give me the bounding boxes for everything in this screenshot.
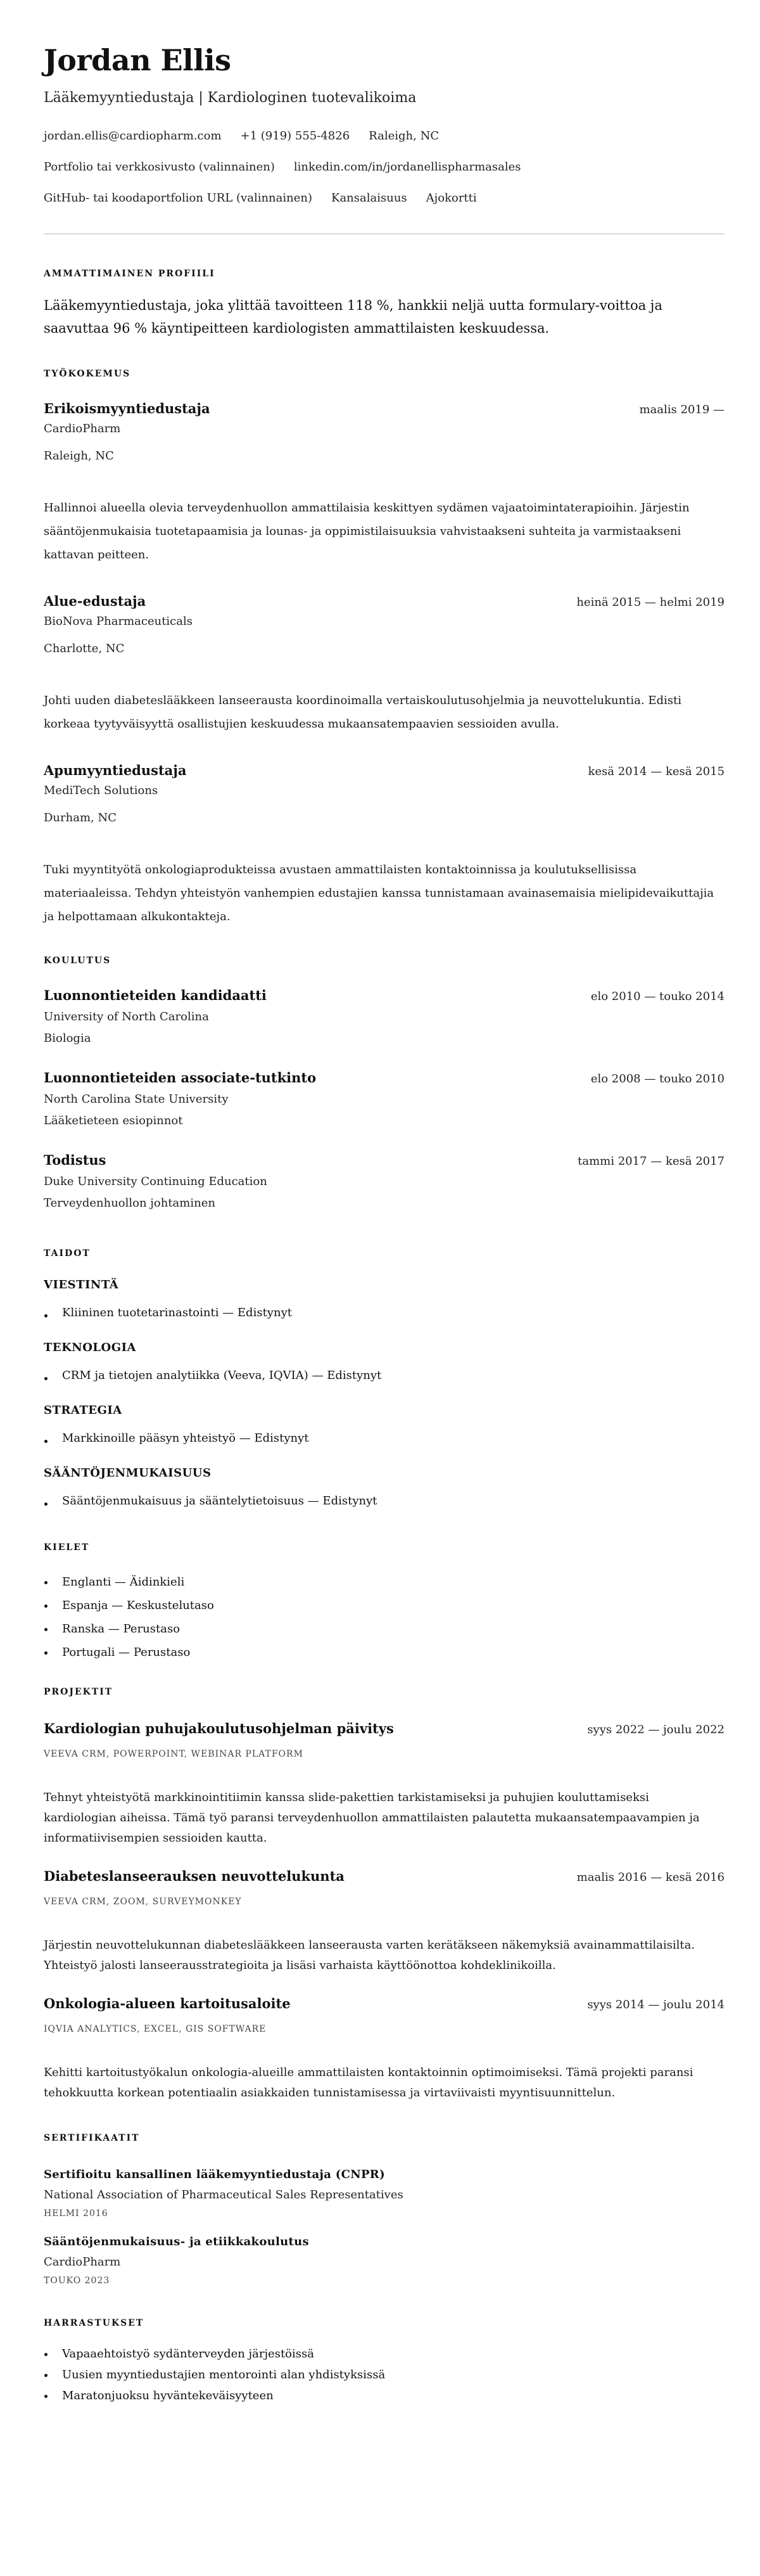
- project-dates: maalis 2016 — kesä 2016: [576, 1871, 725, 1884]
- job-dates: maalis 2019 —: [639, 403, 725, 416]
- hobby-item: Vapaaehtoistyö sydänterveyden järjestöissä: [44, 2343, 725, 2364]
- section-heading-experience: TYÖKOKEMUS: [44, 369, 131, 379]
- skill-category: STRATEGIA: [44, 1404, 122, 1417]
- field-of-study: Terveydenhuollon johtaminen: [44, 1196, 215, 1210]
- contact-row: [44, 127, 725, 146]
- project-title: Kardiologian puhujakoulutusohjelman päivitys: [44, 1721, 394, 1736]
- job-title: Erikoismyyntiedustaja: [44, 400, 210, 416]
- contact-portfolio[interactable]: Portfolio tai verkkosivusto (valinnainen): [44, 160, 275, 174]
- hobby-item: Uusien myyntiedustajien mentorointi alan yhdistyksissä: [44, 2364, 725, 2385]
- project-description: Järjestin neuvottelukunnan diabeteslääkkeen lanseerausta varten kerätäkseen näkemyksiä avainammattilaisilta. Yhteistyö jalosti lanseerausstrategioita ja lisäsi varhaista käyttöönottoa kohdeklinikoilla.: [44, 1938, 695, 1972]
- project-dates: syys 2022 — joulu 2022: [587, 1723, 725, 1736]
- contact-email[interactable]: jordan.ellis@cardiopharm.com: [44, 129, 222, 143]
- contact-phone[interactable]: +1 (919) 555-4826: [240, 129, 350, 143]
- hobby-item: Maratonjuoksu hyväntekeväisyyteen: [44, 2385, 725, 2406]
- skill-item: Sääntöjenmukaisuus ja sääntelytietoisuus — Edistynyt: [44, 1492, 725, 1511]
- education-dates: tammi 2017 — kesä 2017: [578, 1155, 725, 1168]
- section-heading-profile: AMMATTIMAINEN PROFIILI: [44, 269, 215, 279]
- project-technologies: IQVIA ANALYTICS, EXCEL, GIS SOFTWARE: [44, 2024, 267, 2034]
- education-item: [44, 1068, 725, 1132]
- school-name: University of North Carolina: [44, 1010, 209, 1023]
- education-item: [44, 1151, 725, 1214]
- skill-category: VIESTINTÄ: [44, 1278, 119, 1291]
- education-dates: elo 2008 — touko 2010: [590, 1072, 725, 1086]
- hobby-list: [44, 2343, 725, 2406]
- contact-row: [44, 189, 725, 208]
- degree-title: Luonnontieteiden kandidaatti: [44, 987, 267, 1003]
- degree-title: Luonnontieteiden associate-tutkinto: [44, 1070, 317, 1086]
- project-description: Kehitti kartoitustyökalun onkologia-alueille ammattilaisten kontaktoinnin optimoimiseksi. Tämä projekti paransi tehokkuutta korkean potentiaalin asiakkaiden tunnistamisessa ja virtaviivaisti myyntisuunnittelun.: [44, 2066, 694, 2099]
- skill-item: CRM ja tietojen analytiikka (Veeva, IQVIA) — Edistynyt: [44, 1366, 725, 1385]
- language-item: Espanja — Keskustelutaso: [44, 1594, 725, 1617]
- certification-title: Sertifioitu kansallinen lääkemyyntiedustaja (CNPR): [44, 2168, 385, 2181]
- job-company: CardioPharm: [44, 422, 121, 435]
- section-heading-skills: TAIDOT: [44, 1248, 91, 1259]
- skill-category: TEKNOLOGIA: [44, 1341, 136, 1354]
- experience-item: [44, 761, 725, 928]
- skill-category: SÄÄNTÖJENMUKAISUUS: [44, 1466, 212, 1480]
- project-item: [44, 1719, 725, 1849]
- contact-drivers-license: Ajokortti: [426, 191, 477, 205]
- project-title: Onkologia-alueen kartoitusaloite: [44, 1996, 291, 2011]
- skill-list: [44, 1492, 725, 1511]
- header-divider: [44, 233, 725, 234]
- job-dates: kesä 2014 — kesä 2015: [588, 765, 725, 778]
- project-technologies: VEEVA CRM, POWERPOINT, WEBINAR PLATFORM: [44, 1749, 303, 1759]
- project-dates: syys 2014 — joulu 2014: [587, 1998, 725, 2011]
- contact-github[interactable]: GitHub- tai koodaportfolion URL (valinnainen): [44, 191, 312, 205]
- contact-citizenship: Kansalaisuus: [331, 191, 407, 205]
- job-description: Tuki myyntityötä onkologiaprodukteissa avustaen ammattilaisten kontaktoinnissa ja koulutuksellisissa materiaaleissa. Tehdyn yhteistyön vanhempien edustajien kanssa tunnistamaan avainasemaisia mielipidevaikuttajia ja helpottamaan alkukontakteja.: [44, 863, 714, 923]
- job-company: BioNova Pharmaceuticals: [44, 615, 193, 628]
- language-item: Englanti — Äidinkieli: [44, 1570, 725, 1594]
- profile-summary: Lääkemyyntiedustaja, joka ylittää tavoitteen 118 %, hankkii neljä uutta formulary-voittoa ja saavuttaa 96 % käyntipeitteen kardiologisten ammattilaisten keskuudessa.: [44, 298, 662, 336]
- skill-item: Markkinoille pääsyn yhteistyö — Edistynyt: [44, 1429, 725, 1448]
- school-name: Duke University Continuing Education: [44, 1175, 267, 1188]
- candidate-headline: Lääkemyyntiedustaja | Kardiologinen tuotevalikoima: [44, 90, 417, 106]
- education-dates: elo 2010 — touko 2014: [590, 990, 725, 1003]
- section-heading-education: KOULUTUS: [44, 956, 111, 966]
- degree-title: Todistus: [44, 1152, 106, 1168]
- project-item: [44, 1867, 725, 1976]
- section-heading-hobbies: HARRASTUKSET: [44, 2318, 144, 2328]
- job-dates: heinä 2015 — helmi 2019: [576, 596, 725, 609]
- job-title: Alue-edustaja: [44, 593, 146, 609]
- skill-list: [44, 1304, 725, 1323]
- job-description: Johti uuden diabeteslääkkeen lanseerausta koordinoimalla vertaiskoulutusohjelmia ja neuvottelukuntia. Edisti korkeaa tyytyväisyyttä osallistujien keskuudessa mukaansatempaavien sessioiden avulla.: [44, 694, 681, 731]
- job-location: Raleigh, NC: [44, 449, 114, 463]
- job-description: Hallinnoi alueella olevia terveydenhuollon ammattilaisia keskittyen sydämen vajaatoimintaterapioihin. Järjestin sääntöjenmukaisia tuotetapaamisia ja lounas- ja oppimistilaisuuksia vahvistaakseni suhteita ja varmistaakseni kattavan peitteen.: [44, 501, 690, 561]
- field-of-study: Biologia: [44, 1032, 91, 1045]
- job-location: Durham, NC: [44, 811, 117, 824]
- certification-date: TOUKO 2023: [44, 2276, 110, 2286]
- candidate-name: Jordan Ellis: [44, 43, 231, 77]
- certification-issuer: National Association of Pharmaceutical Sales Representatives: [44, 2188, 403, 2201]
- experience-item: [44, 399, 725, 567]
- school-name: North Carolina State University: [44, 1093, 229, 1106]
- contact-location: Raleigh, NC: [369, 129, 440, 143]
- skill-list: [44, 1366, 725, 1385]
- experience-item: [44, 592, 725, 736]
- project-technologies: VEEVA CRM, ZOOM, SURVEYMONKEY: [44, 1897, 242, 1907]
- skill-list: [44, 1429, 725, 1448]
- project-title: Diabeteslanseerauksen neuvottelukunta: [44, 1868, 345, 1884]
- language-item: Ranska — Perustaso: [44, 1617, 725, 1641]
- field-of-study: Lääketieteen esiopinnot: [44, 1114, 183, 1127]
- language-item: Portugali — Perustaso: [44, 1641, 725, 1664]
- section-heading-languages: KIELET: [44, 1542, 90, 1553]
- certification-issuer: CardioPharm: [44, 2255, 121, 2269]
- section-heading-projects: PROJEKTIT: [44, 1687, 113, 1697]
- contact-linkedin[interactable]: linkedin.com/in/jordanellispharmasales: [293, 160, 521, 174]
- education-item: [44, 986, 725, 1049]
- certification-item: [44, 2232, 725, 2288]
- project-description: Tehnyt yhteistyötä markkinointitiimin kanssa slide-pakettien tarkistamiseksi ja puhujien kouluttamiseksi kardiologian aiheissa. Tämä työ paransi terveydenhuollon ammattilaisten palautetta mukaansatempaavampien ja informatiivisempien sessioiden kautta.: [44, 1791, 700, 1845]
- project-item: [44, 1994, 725, 2103]
- resume-header: [44, 42, 725, 208]
- contact-row: [44, 158, 725, 177]
- certification-item: [44, 2165, 725, 2220]
- job-title: Apumyyntiedustaja: [44, 762, 187, 778]
- job-company: MediTech Solutions: [44, 784, 158, 797]
- language-list: [44, 1570, 725, 1664]
- skill-item: Kliininen tuotetarinastointi — Edistynyt: [44, 1304, 725, 1323]
- certification-date: HELMI 2016: [44, 2208, 108, 2219]
- certification-title: Sääntöjenmukaisuus- ja etiikkakoulutus: [44, 2235, 309, 2248]
- job-location: Charlotte, NC: [44, 642, 125, 655]
- section-heading-certifications: SERTIFIKAATIT: [44, 2133, 140, 2143]
